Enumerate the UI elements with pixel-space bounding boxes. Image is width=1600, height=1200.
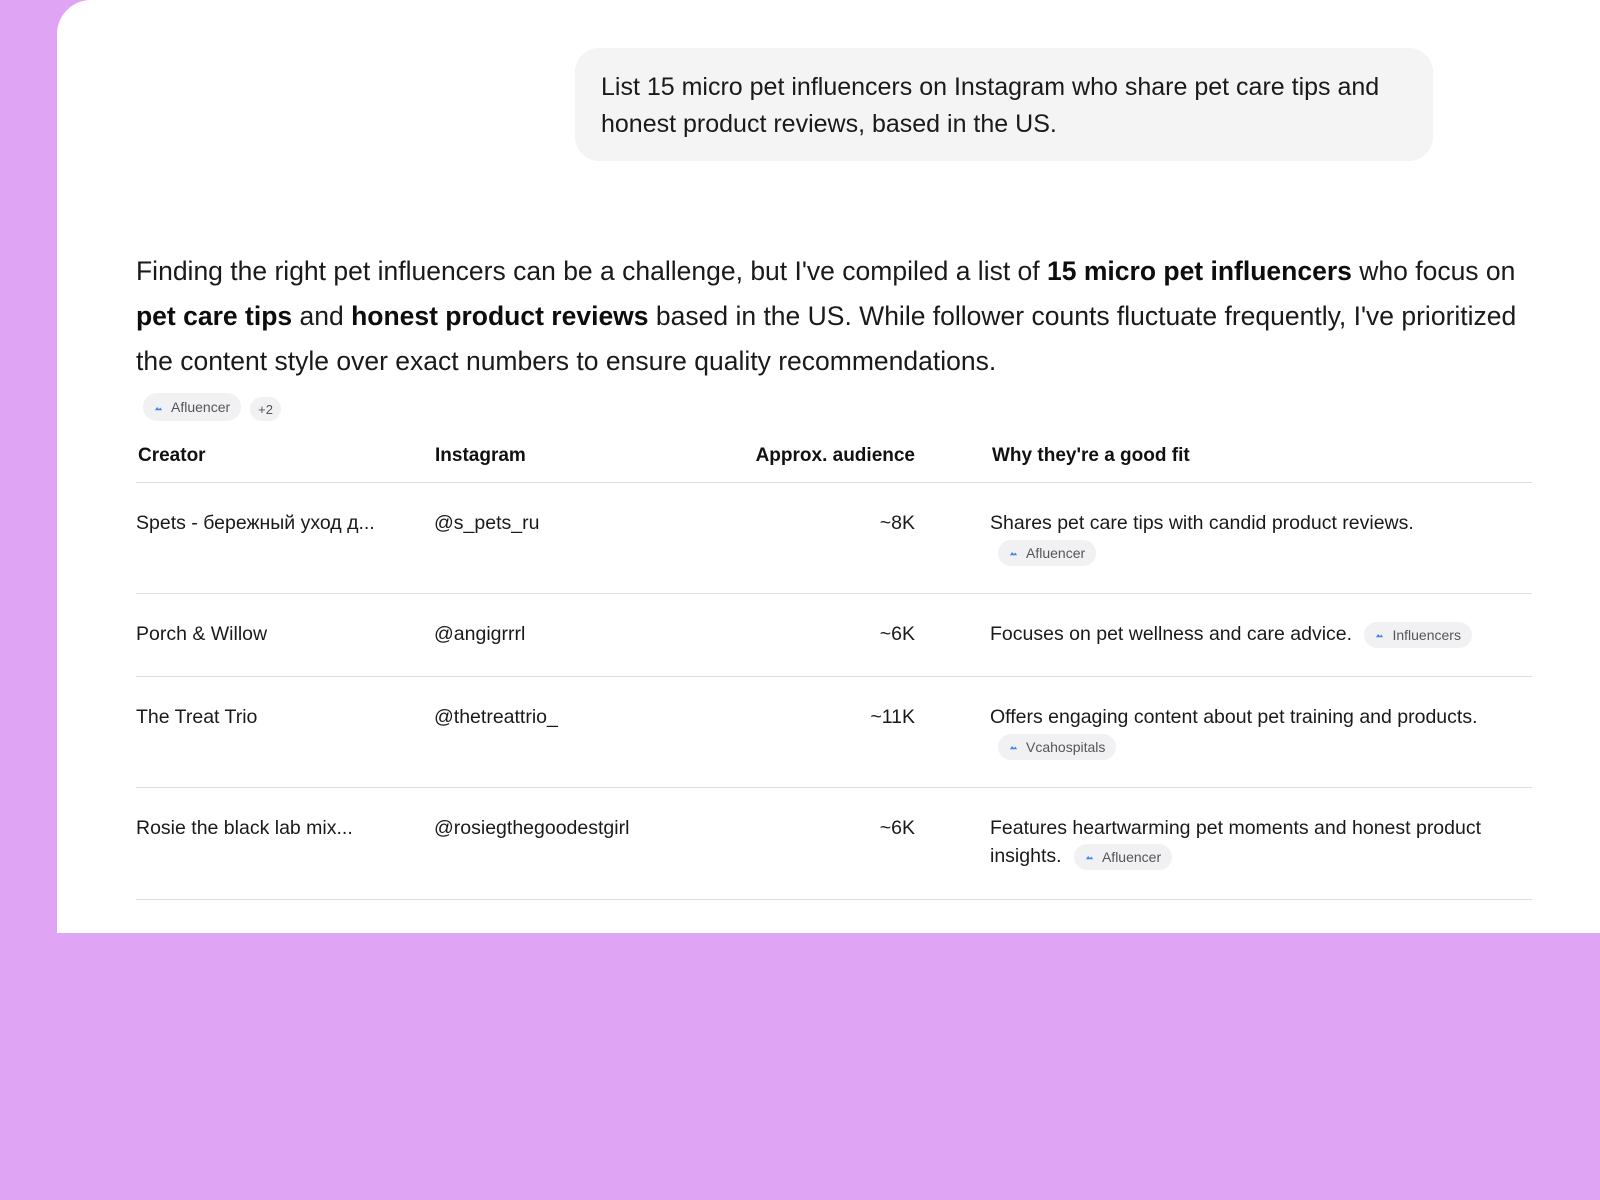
instagram-handle: @thetreattrio_ (434, 706, 558, 728)
header-creator: Creator (138, 445, 206, 466)
fit-reason-text: Shares pet care tips with candid product reviews. (990, 512, 1414, 534)
fit-reason (990, 703, 1530, 760)
instagram-handle: @s_pets_ru (434, 512, 540, 534)
source-chip[interactable] (143, 393, 241, 421)
assistant-intro-paragraph (136, 249, 1536, 384)
source-chip-label: Influencers (1392, 626, 1461, 643)
header-instagram: Instagram (435, 445, 526, 466)
table-row (136, 483, 1532, 594)
intro-bold-2: pet care tips (136, 301, 293, 331)
intro-text-3: and (292, 301, 352, 331)
source-chip[interactable] (1364, 622, 1471, 648)
header-audience: Approx. audience (755, 445, 915, 466)
intro-text-2: who focus on (1351, 256, 1516, 286)
chat-panel (57, 0, 1600, 933)
fit-reason (990, 620, 1550, 648)
table-header-row (136, 437, 1532, 483)
intro-bold-1: 15 micro pet influencers (1047, 256, 1352, 286)
creator-name: Porch & Willow (136, 623, 268, 645)
creator-name: Rosie the black lab mix... (136, 817, 353, 839)
source-chip[interactable] (998, 540, 1096, 566)
instagram-handle: @rosiegthegoodestgirl (434, 817, 630, 839)
intro-bold-3: honest product reviews (351, 301, 649, 331)
source-chip-label: Afluencer (1026, 544, 1086, 561)
fit-reason (990, 814, 1530, 870)
source-chip[interactable] (998, 734, 1116, 760)
audience-size: ~6K (879, 623, 915, 645)
audience-size: ~8K (879, 512, 915, 534)
table-row (136, 788, 1532, 900)
intro-text-1: Finding the right pet influencers can be a challenge, but I've compiled a list of (136, 256, 1048, 286)
user-message-bubble (575, 48, 1433, 161)
instagram-handle: @angigrrrl (434, 623, 526, 645)
source-logo-icon (1009, 742, 1018, 751)
source-logo-icon (1085, 852, 1094, 861)
fit-reason-text: Offers engaging content about pet training and products. (990, 706, 1478, 728)
creator-name: The Treat Trio (136, 706, 258, 728)
fit-reason-text: Focuses on pet wellness and care advice. (990, 623, 1353, 645)
fit-reason (990, 509, 1530, 566)
source-logo-icon (1009, 548, 1018, 557)
table-row (136, 594, 1532, 677)
source-chip-wrap (990, 538, 1530, 566)
source-chip-label: Vcahospitals (1026, 738, 1106, 755)
more-sources-button[interactable]: +2 (250, 397, 281, 421)
source-logo-icon (1375, 630, 1384, 639)
influencer-table (136, 437, 1532, 900)
table-row (136, 677, 1532, 788)
source-chip[interactable] (1074, 844, 1172, 870)
intro-text-4: based in the US. While follower counts fluctuate frequently, I've prioritized the content style over exact numbers to ensure quality recommendations. (136, 301, 1517, 376)
audience-size: ~11K (870, 706, 915, 728)
user-message-text: List 15 micro pet influencers on Instagram who share pet care tips and honest product reviews, based in the US. (601, 73, 1380, 138)
header-why: Why they're a good fit (992, 445, 1190, 466)
source-chip-wrap (990, 732, 1530, 760)
fit-reason-text: Features heartwarming pet moments and honest product insights. (990, 817, 1482, 867)
creator-name: Spets - бережный уход д... (136, 512, 375, 534)
source-chip-label: Afluencer (1101, 848, 1162, 865)
audience-size: ~6K (879, 817, 915, 839)
source-logo-icon (154, 403, 163, 412)
intro-sources (143, 392, 281, 422)
source-chip-label: Afluencer (171, 399, 231, 415)
